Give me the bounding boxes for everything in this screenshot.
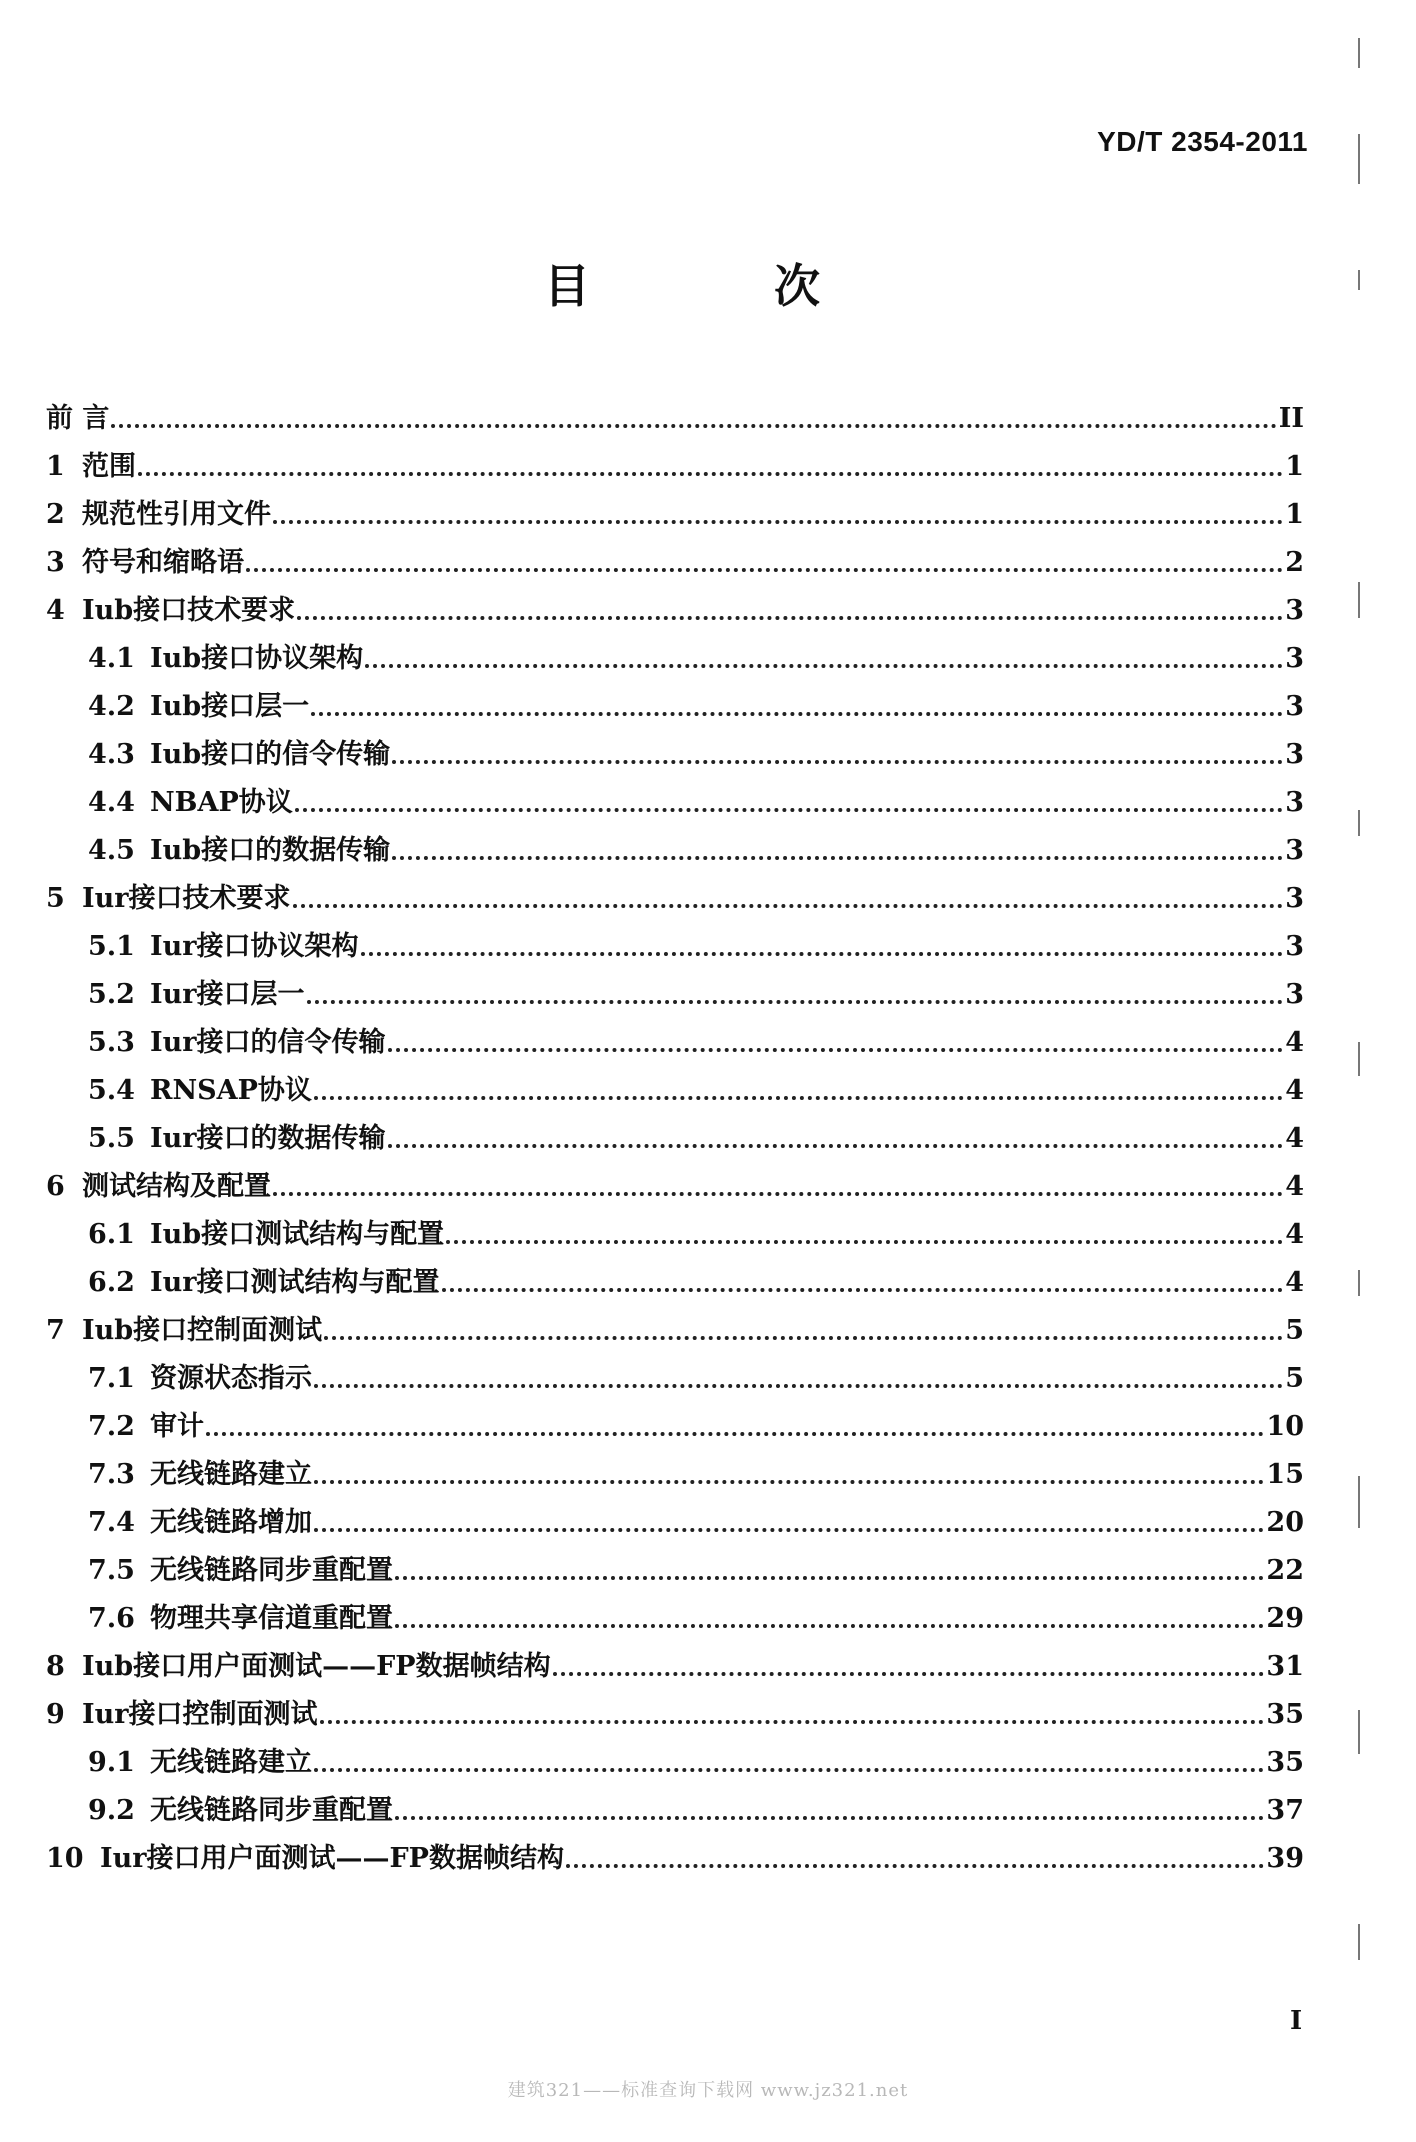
toc-entry-number: 5.4 (88, 1075, 135, 1106)
toc-entry-title: Iur接口测试结构与配置 (150, 1267, 440, 1298)
toc-entry-page: 22 (1266, 1555, 1304, 1586)
toc-entry (46, 1684, 1304, 1732)
toc-entry-page: 3 (1285, 691, 1304, 722)
toc-dot-leader (295, 808, 1283, 812)
scan-mark (1358, 1924, 1360, 1960)
toc-entry-page: 29 (1266, 1603, 1304, 1634)
toc-entry-title: Iub接口测试结构与配置 (150, 1219, 445, 1250)
toc-entry-title: Iub接口控制面测试 (82, 1315, 323, 1346)
toc-entry-page: 39 (1266, 1843, 1304, 1874)
toc-entry-title: Iub接口层一 (150, 691, 310, 722)
toc-dot-leader (314, 1096, 1283, 1100)
toc-dot-leader (314, 1528, 1264, 1532)
toc-entry-title: Iub接口的数据传输 (150, 835, 391, 866)
toc-entry-number: 5.3 (88, 1027, 135, 1058)
toc-entry (46, 436, 1304, 484)
toc-entry-number: 10 (46, 1843, 84, 1874)
toc-entry-page: 5 (1285, 1363, 1304, 1394)
toc-entry (46, 724, 1304, 772)
scan-edge-marks (1358, 30, 1366, 1980)
toc-dot-leader (314, 1768, 1264, 1772)
toc-entry-number: 4.4 (88, 787, 135, 818)
toc-dot-leader (395, 1816, 1264, 1820)
toc-entry-title: 范围 (82, 451, 136, 482)
toc-entry (46, 532, 1304, 580)
toc-entry-title: Iub接口的信令传输 (150, 739, 391, 770)
toc-entry-number: 8 (46, 1651, 65, 1682)
toc-entry-page: 31 (1266, 1651, 1304, 1682)
scan-mark (1358, 134, 1360, 184)
toc-entry-page: 3 (1285, 595, 1304, 626)
toc-entry-number: 6.2 (88, 1267, 135, 1298)
document-number: YD/T 2354-2011 (1097, 126, 1308, 157)
scan-mark (1358, 1270, 1360, 1296)
toc-dot-leader (273, 520, 1283, 524)
toc-entry-title: 无线链路建立 (150, 1747, 312, 1778)
toc-entry-number: 4 (46, 595, 65, 626)
toc-entry-number: 4.5 (88, 835, 135, 866)
toc-entry (46, 1444, 1304, 1492)
toc-dot-leader (297, 616, 1283, 620)
toc-entry-title: Iub接口协议架构 (150, 643, 364, 674)
scan-mark (1358, 1042, 1360, 1076)
toc-dot-leader (246, 568, 1283, 572)
toc-dot-leader (324, 1336, 1283, 1340)
toc-entry-title: Iur接口协议架构 (150, 931, 359, 962)
toc-entry-page: 35 (1266, 1699, 1304, 1730)
toc-dot-leader (273, 1192, 1283, 1196)
toc-dot-leader (293, 904, 1284, 908)
toc-dot-leader (206, 1432, 1264, 1436)
toc-entry-number: 4.1 (88, 643, 135, 674)
toc-dot-leader (314, 1480, 1264, 1484)
toc-entry (46, 580, 1304, 628)
toc-entry-number: 4.3 (88, 739, 135, 770)
toc-entry-page: 4 (1285, 1171, 1304, 1202)
toc-entry-title: 无线链路同步重配置 (150, 1795, 393, 1826)
toc-entry-page: 3 (1285, 643, 1304, 674)
toc-dot-leader (566, 1864, 1264, 1868)
scan-mark (1358, 1710, 1360, 1754)
toc-dot-leader (446, 1240, 1283, 1244)
toc-entry (46, 1492, 1304, 1540)
table-of-contents (46, 388, 1304, 1876)
toc-entry-page: 4 (1285, 1219, 1304, 1250)
toc-dot-leader (311, 712, 1283, 716)
toc-dot-leader (307, 1000, 1284, 1004)
toc-entry-page: 15 (1266, 1459, 1304, 1490)
toc-entry-page: 3 (1285, 931, 1304, 962)
toc-entry-number: 7.2 (88, 1411, 135, 1442)
toc-entry-page: 3 (1285, 787, 1304, 818)
toc-entry-number: 9.2 (88, 1795, 135, 1826)
toc-dot-leader (395, 1576, 1264, 1580)
toc-entry-number: 1 (46, 451, 65, 482)
toc-dot-leader (388, 1144, 1284, 1148)
scan-mark (1358, 38, 1360, 68)
toc-entry-title: RNSAP协议 (150, 1075, 312, 1106)
toc-entry (46, 1012, 1304, 1060)
toc-entry-title: 规范性引用文件 (82, 499, 271, 530)
toc-entry-number: 7.4 (88, 1507, 135, 1538)
toc-entry (46, 1204, 1304, 1252)
toc-entry-page: 1 (1285, 499, 1304, 530)
toc-entry-page: 4 (1285, 1075, 1304, 1106)
toc-entry-title: Iur接口的数据传输 (150, 1123, 386, 1154)
toc-entry (46, 676, 1304, 724)
toc-dot-leader (553, 1672, 1265, 1676)
toc-dot-leader (320, 1720, 1265, 1724)
toc-entry-page: 2 (1285, 547, 1304, 578)
toc-entry-page: 1 (1285, 451, 1304, 482)
toc-entry (46, 1780, 1304, 1828)
toc-entry-page: 4 (1285, 1027, 1304, 1058)
toc-entry-title: Iur接口用户面测试——FP数据帧结构 (100, 1843, 564, 1874)
toc-entry-page: 20 (1266, 1507, 1304, 1538)
toc-entry-title: Iur接口层一 (150, 979, 305, 1010)
toc-entry-number: 9.1 (88, 1747, 135, 1778)
toc-entry-title: 无线链路同步重配置 (150, 1555, 393, 1586)
toc-dot-leader (392, 760, 1283, 764)
toc-entry-number: 7.5 (88, 1555, 135, 1586)
toc-entry (46, 964, 1304, 1012)
toc-entry-title: 无线链路建立 (150, 1459, 312, 1490)
toc-entry-title: 测试结构及配置 (82, 1171, 271, 1202)
toc-dot-leader (365, 664, 1283, 668)
toc-entry-page: 37 (1266, 1795, 1304, 1826)
toc-entry-title: NBAP协议 (150, 787, 293, 818)
toc-entry (46, 388, 1304, 436)
toc-entry-page: 10 (1266, 1411, 1304, 1442)
toc-entry-number: 5 (46, 883, 65, 914)
toc-entry (46, 868, 1304, 916)
toc-entry-title: 物理共享信道重配置 (150, 1603, 393, 1634)
toc-title: 目 次 (543, 259, 904, 313)
toc-entry (46, 1252, 1304, 1300)
toc-entry-page: 3 (1285, 739, 1304, 770)
toc-entry-title: 资源状态指示 (150, 1363, 312, 1394)
toc-entry-page: 4 (1285, 1123, 1304, 1154)
toc-dot-leader (395, 1624, 1264, 1628)
toc-dot-leader (392, 856, 1283, 860)
toc-dot-leader (442, 1288, 1284, 1292)
toc-entry-page: 3 (1285, 835, 1304, 866)
toc-entry-number: 5.5 (88, 1123, 135, 1154)
toc-entry-number: 7.6 (88, 1603, 135, 1634)
toc-entry (46, 1396, 1304, 1444)
toc-entry (46, 1588, 1304, 1636)
toc-entry (46, 628, 1304, 676)
toc-entry-title: 审计 (150, 1411, 204, 1442)
toc-entry (46, 1636, 1304, 1684)
toc-entry-number: 4.2 (88, 691, 135, 722)
toc-entry-number: 7.3 (88, 1459, 135, 1490)
toc-entry-title: 无线链路增加 (150, 1507, 312, 1538)
toc-entry-title: Iub接口用户面测试——FP数据帧结构 (82, 1651, 551, 1682)
toc-entry-page: 3 (1285, 979, 1304, 1010)
scan-mark (1358, 810, 1360, 836)
toc-entry-number: 5.2 (88, 979, 135, 1010)
toc-entry-title: Iur接口技术要求 (82, 883, 291, 914)
toc-dot-leader (314, 1384, 1283, 1388)
toc-entry (46, 1732, 1304, 1780)
toc-dot-leader (111, 424, 1276, 428)
toc-entry (46, 820, 1304, 868)
toc-entry (46, 1300, 1304, 1348)
scan-mark (1358, 1476, 1360, 1528)
scan-mark (1358, 582, 1360, 618)
toc-entry-title: Iur接口的信令传输 (150, 1027, 386, 1058)
toc-entry-page: 4 (1285, 1267, 1304, 1298)
toc-entry (46, 916, 1304, 964)
page-number: I (1290, 2006, 1303, 2036)
toc-entry-page: II (1278, 403, 1304, 434)
toc-entry (46, 1060, 1304, 1108)
toc-dot-leader (388, 1048, 1284, 1052)
toc-entry-page: 3 (1285, 883, 1304, 914)
toc-entry (46, 1348, 1304, 1396)
toc-entry-number: 3 (46, 547, 65, 578)
toc-dot-leader (138, 472, 1283, 476)
toc-entry-number: 6 (46, 1171, 65, 1202)
scan-mark (1358, 270, 1360, 290)
toc-entry-title: 前 言 (46, 403, 110, 434)
toc-entry-title: Iur接口控制面测试 (82, 1699, 318, 1730)
toc-entry-number: 2 (46, 499, 65, 530)
toc-entry (46, 484, 1304, 532)
toc-entry (46, 1156, 1304, 1204)
toc-entry-title: 符号和缩略语 (82, 547, 244, 578)
toc-entry-number: 5.1 (88, 931, 135, 962)
watermark-text: 建筑321——标准查询下载网 www.jz321.net (507, 2080, 909, 2101)
toc-entry-page: 5 (1285, 1315, 1304, 1346)
toc-entry (46, 1828, 1304, 1876)
toc-entry-title: Iub接口技术要求 (82, 595, 296, 626)
toc-entry (46, 772, 1304, 820)
toc-entry (46, 1108, 1304, 1156)
toc-entry-number: 9 (46, 1699, 65, 1730)
toc-entry-number: 6.1 (88, 1219, 135, 1250)
toc-entry (46, 1540, 1304, 1588)
toc-entry-page: 35 (1266, 1747, 1304, 1778)
toc-dot-leader (361, 952, 1284, 956)
toc-entry-number: 7.1 (88, 1363, 135, 1394)
toc-entry-number: 7 (46, 1315, 65, 1346)
